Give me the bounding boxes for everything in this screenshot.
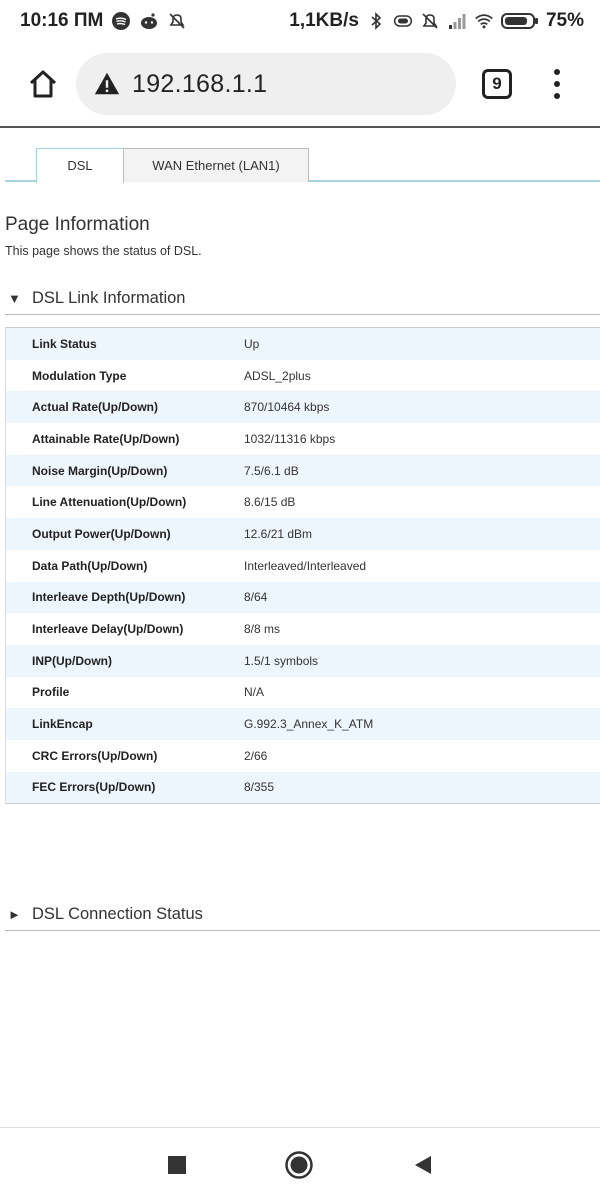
tab-switcher-button[interactable]: 9 <box>482 69 512 99</box>
section-title: DSL Connection Status <box>32 905 203 923</box>
wifi-icon <box>474 11 494 31</box>
row-label: LinkEncap <box>32 717 93 732</box>
section-dsl-link-information[interactable] <box>5 283 600 315</box>
row-value: Up <box>244 336 260 351</box>
table-row <box>6 550 600 582</box>
reddit-icon <box>139 11 159 31</box>
row-label: Data Path(Up/Down) <box>32 558 148 573</box>
row-value: 8/8 ms <box>244 622 281 637</box>
address-bar[interactable] <box>76 53 456 115</box>
section-dsl-connection-status[interactable] <box>5 899 600 931</box>
home-nav-button[interactable] <box>284 1150 314 1180</box>
row-label: CRC Errors(Up/Down) <box>32 748 158 763</box>
row-label: Interleave Depth(Up/Down) <box>32 590 186 605</box>
row-label: Modulation Type <box>32 368 127 383</box>
row-value: 12.6/21 dBm <box>244 526 313 541</box>
table-row <box>6 740 600 772</box>
table-row <box>6 391 600 423</box>
table-row <box>6 486 600 518</box>
web-page <box>0 130 600 1125</box>
system-navigation-bar <box>0 1127 600 1200</box>
collapse-arrow-icon: ▼ <box>8 291 21 306</box>
table-row <box>6 613 600 645</box>
battery-icon <box>501 11 539 31</box>
table-row <box>6 328 600 360</box>
circle-icon <box>284 1150 314 1180</box>
vibrate-icon <box>393 11 413 31</box>
table-row <box>6 582 600 614</box>
row-value: 2/66 <box>244 748 268 763</box>
row-value: Interleaved/Interleaved <box>244 558 367 573</box>
tab-bar <box>5 148 600 182</box>
row-value: ADSL_2plus <box>244 368 311 383</box>
row-value: 870/10464 kbps <box>244 400 330 415</box>
table-row <box>6 677 600 709</box>
square-icon <box>166 1154 188 1176</box>
alarm-off-icon <box>167 11 187 31</box>
row-label: Link Status <box>32 336 97 351</box>
home-button[interactable] <box>20 61 66 107</box>
network-speed: 1,1KB/s <box>289 10 359 31</box>
dot-icon <box>554 81 560 87</box>
home-icon <box>27 68 59 100</box>
spotify-icon <box>111 11 131 31</box>
row-label: Noise Margin(Up/Down) <box>32 463 168 478</box>
status-time: 10:16 ПМ <box>20 10 104 31</box>
row-label: Profile <box>32 685 70 700</box>
row-label: Interleave Delay(Up/Down) <box>32 622 184 637</box>
row-label: Line Attenuation(Up/Down) <box>32 495 187 510</box>
dot-icon <box>554 69 560 75</box>
url-text: 192.168.1.1 <box>132 69 268 98</box>
table-row <box>6 772 600 804</box>
row-label: Output Power(Up/Down) <box>32 526 171 541</box>
table-row <box>6 360 600 392</box>
back-button[interactable] <box>408 1150 438 1180</box>
row-value: 8/64 <box>244 590 268 605</box>
row-value: 1032/11316 kbps <box>244 431 336 446</box>
row-value: 1.5/1 symbols <box>244 653 319 668</box>
row-value: 7.5/6.1 dB <box>244 463 299 478</box>
bell-off-icon <box>420 11 440 31</box>
dsl-link-table <box>5 327 600 804</box>
status-bar <box>0 0 600 42</box>
bluetooth-icon <box>366 11 386 31</box>
battery-level: 75% <box>545 10 584 31</box>
row-value: G.992.3_Annex_K_ATM <box>244 717 374 732</box>
dot-icon <box>554 93 560 99</box>
row-value: N/A <box>244 685 265 700</box>
table-row <box>6 423 600 455</box>
page-title: Page Information <box>5 214 150 235</box>
back-triangle-icon <box>412 1154 434 1176</box>
table-row <box>6 708 600 740</box>
row-value: 8.6/15 dB <box>244 495 296 510</box>
row-label: Attainable Rate(Up/Down) <box>32 431 180 446</box>
overflow-menu-button[interactable] <box>552 69 562 99</box>
table-row <box>6 518 600 550</box>
tab-wan-ethernet[interactable]: WAN Ethernet (LAN1) <box>123 148 309 182</box>
row-label: Actual Rate(Up/Down) <box>32 400 158 415</box>
table-row <box>6 455 600 487</box>
row-label: INP(Up/Down) <box>32 653 112 668</box>
browser-toolbar <box>0 42 600 128</box>
section-title: DSL Link Information <box>32 289 186 307</box>
signal-icon <box>447 11 467 31</box>
recents-button[interactable] <box>162 1150 192 1180</box>
tab-dsl[interactable]: DSL <box>36 148 124 184</box>
not-secure-warning-icon[interactable] <box>92 69 122 99</box>
table-row <box>6 645 600 677</box>
expand-arrow-icon: ► <box>8 907 21 922</box>
page-description: This page shows the status of DSL. <box>5 244 202 258</box>
row-value: 8/355 <box>244 780 275 795</box>
row-label: FEC Errors(Up/Down) <box>32 780 156 795</box>
